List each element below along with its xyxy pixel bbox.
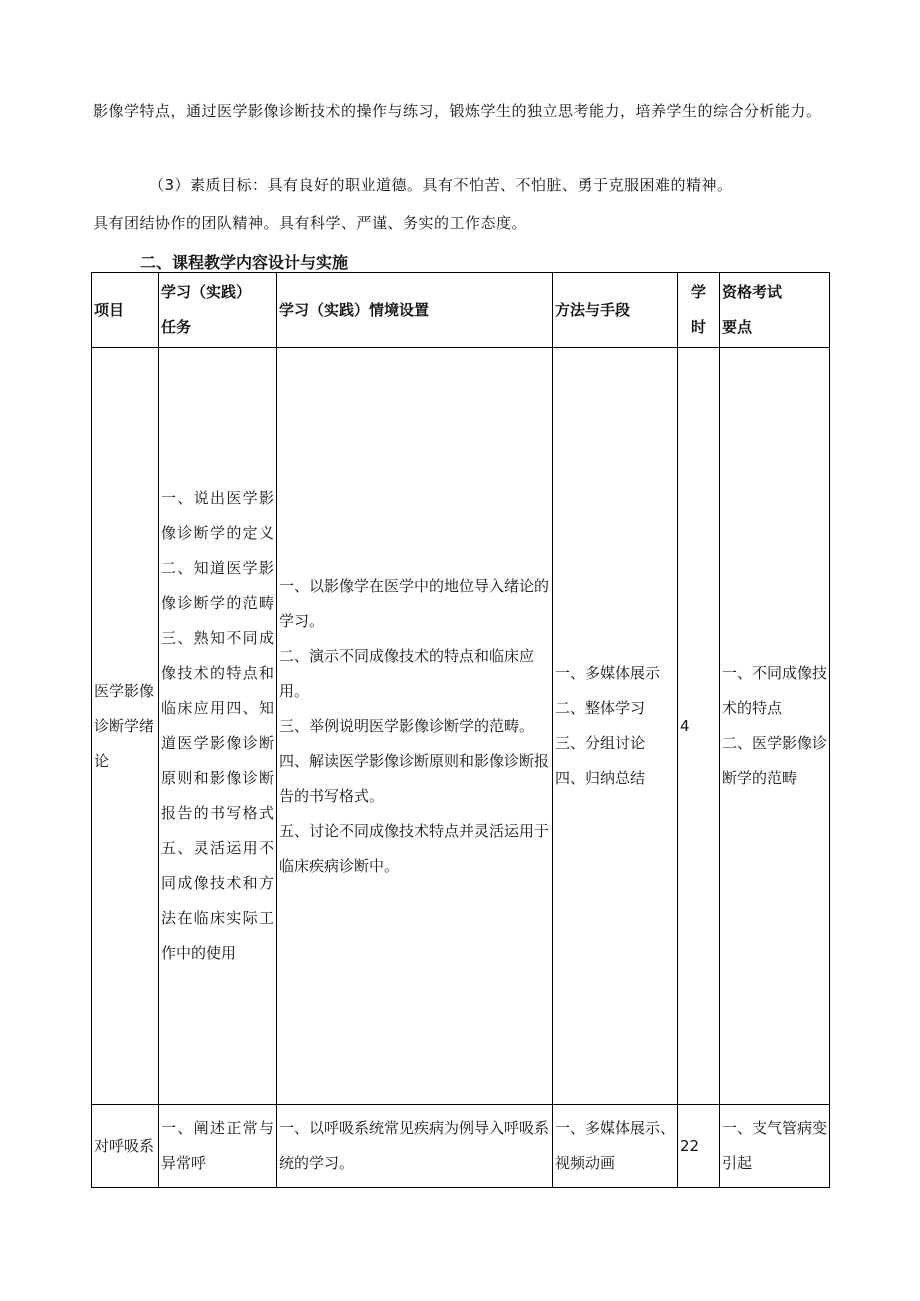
- cell-method: 一、多媒体展示 二、整体学习 三、分组讨论 四、归纳总结: [553, 348, 678, 1105]
- cell-project: 对呼吸系: [92, 1105, 159, 1188]
- table-row: [92, 348, 830, 1105]
- header-hours: 学 时: [678, 273, 720, 348]
- cell-scenario: 一、以呼吸系统常见疾病为例导入呼吸系统的学习。: [277, 1105, 553, 1188]
- cell-exam-points: 一、支气管病变引起: [720, 1105, 830, 1188]
- cell-task: 一、说出医学影像诊断学的定义二、知道医学影像诊断学的范畴三、熟知不同成像技术的特点和临床应用四、知道医学影像诊断原则和影像诊断报告的书写格式五、灵活运用不同成像技术和方法在临床实际工作中的使用: [159, 348, 277, 1105]
- table-row: [92, 1105, 830, 1188]
- cell-method: 一、多媒体展示、视频动画: [553, 1105, 678, 1188]
- cell-hours: 22: [678, 1105, 720, 1188]
- quality-objective-line: （3）素质目标：具有良好的职业道德。具有不怕苦、不怕脏、勇于克服困难的精神。: [149, 176, 733, 194]
- quality-objective-paragraph: [93, 166, 843, 242]
- cell-project: 医学影像诊断学绪论: [92, 348, 159, 1105]
- cell-scenario: 一、以影像学在医学中的地位导入绪论的学习。 二、演示不同成像技术的特点和临床应用。 三、举例说明医学影像诊断学的范畴。 四、解读医学影像诊断原则和影像诊断报告的书写格式。 五、讨论不同成像技术特点并灵活运用于临床疾病诊断中。: [277, 348, 553, 1105]
- section-heading: 二、课程教学内容设计与实施: [140, 253, 349, 272]
- objective-paragraph: 影像学特点，通过医学影像诊断技术的操作与练习，锻炼学生的独立思考能力，培养学生的综合分析能力。: [93, 102, 822, 120]
- cell-exam-points: 一、不同成像技术的特点 二、医学影像诊断学的范畴: [720, 348, 830, 1105]
- header-scenario: 学习（实践）情境设置: [277, 273, 553, 348]
- course-design-table: [91, 272, 830, 1188]
- table-header-row: [92, 273, 830, 348]
- header-exam-points: 资格考试 要点: [720, 273, 830, 348]
- cell-hours: 4: [678, 348, 720, 1105]
- header-project: 项目: [92, 273, 159, 348]
- quality-objective-continuation: 具有团结协作的团队精神。具有科学、严谨、务实的工作态度。: [93, 214, 528, 232]
- cell-task: 一、阐述正常与异常呼: [159, 1105, 277, 1188]
- header-task: 学习（实践） 任务: [159, 273, 277, 348]
- header-method: 方法与手段: [553, 273, 678, 348]
